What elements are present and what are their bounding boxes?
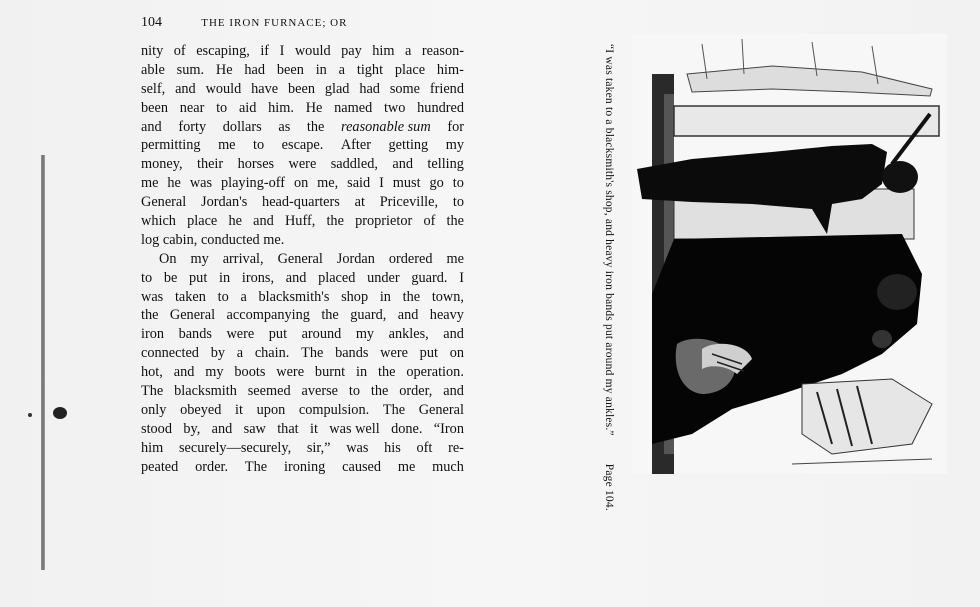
word: was	[189, 175, 213, 192]
word: my	[445, 137, 464, 154]
word: been	[288, 80, 315, 97]
word: it	[310, 420, 318, 437]
word: peated	[141, 458, 179, 475]
word: seemed	[247, 383, 291, 400]
word: playing-off	[220, 175, 286, 192]
word: him.	[268, 99, 294, 116]
word: General	[141, 194, 187, 211]
text-line	[141, 401, 464, 420]
word: re-	[448, 439, 464, 456]
word: done.	[391, 420, 423, 437]
word: him-	[436, 61, 464, 78]
word: pay	[341, 43, 362, 59]
word: placed	[318, 269, 356, 286]
text-line	[141, 99, 464, 118]
word: irons,	[241, 269, 275, 286]
word: horses	[237, 156, 275, 173]
binding-gutter	[41, 155, 45, 570]
word: was	[346, 439, 369, 456]
word: were	[288, 156, 317, 173]
word: accompanying	[226, 307, 310, 324]
text-line	[141, 382, 464, 401]
word: and	[211, 420, 233, 437]
word: ironing	[283, 458, 326, 475]
word: he	[167, 175, 181, 192]
word: upon	[256, 401, 286, 418]
word: under	[367, 269, 400, 286]
word: order,	[399, 383, 433, 400]
word: it	[235, 401, 243, 418]
word: oft	[416, 439, 433, 456]
word: “Iron	[433, 420, 464, 437]
word: iron	[141, 326, 165, 343]
word: saddled,	[330, 156, 378, 173]
word: had	[244, 61, 266, 78]
word: the	[446, 213, 464, 230]
word: and	[397, 307, 419, 324]
word: a	[236, 345, 244, 362]
word: me	[397, 458, 416, 475]
word: me	[446, 250, 464, 267]
word: to	[141, 269, 153, 286]
word: a	[240, 288, 247, 305]
word: him	[372, 43, 395, 59]
word: General	[418, 401, 464, 418]
word: arrival,	[222, 250, 264, 267]
word: bands	[335, 345, 369, 362]
word: my	[205, 364, 224, 381]
word: Jordan	[336, 250, 375, 267]
word: in	[355, 364, 368, 381]
word: put	[268, 326, 288, 343]
word: He	[305, 99, 323, 116]
word: telling	[427, 156, 464, 173]
word: in	[219, 269, 231, 286]
text-line	[141, 136, 464, 155]
word: sir,”	[306, 439, 331, 456]
word: me	[141, 175, 159, 192]
word: my	[355, 326, 375, 343]
word: would	[205, 80, 242, 97]
word: of	[173, 43, 186, 59]
word: getting	[388, 137, 429, 154]
word: hot,	[141, 364, 163, 381]
word: aid	[238, 99, 257, 116]
word: He	[215, 61, 233, 78]
word: the	[402, 288, 421, 305]
word: were	[226, 326, 255, 343]
word: tight	[356, 61, 384, 78]
word: to	[452, 194, 464, 211]
word: he	[228, 213, 242, 230]
word: compulsion.	[298, 401, 370, 418]
word: boots	[234, 364, 266, 381]
word: nity	[141, 43, 164, 59]
word: place	[394, 61, 426, 78]
word: the	[326, 213, 344, 230]
word: near	[179, 99, 205, 116]
word: a	[405, 43, 412, 59]
blacksmith-illustration	[632, 34, 947, 474]
word: and	[141, 118, 162, 135]
word: ankles,	[388, 326, 429, 343]
text-line	[141, 458, 464, 477]
word: reason-	[421, 43, 464, 59]
caption-page-ref: Page 104.	[603, 463, 615, 511]
word: hundred	[417, 99, 464, 116]
word: the	[377, 364, 396, 381]
text-line	[141, 80, 464, 99]
word: obeyed	[180, 401, 222, 418]
word: put	[189, 269, 208, 286]
word: The	[382, 401, 406, 418]
word: dollars	[222, 118, 262, 135]
word: the	[306, 118, 325, 135]
word: to	[253, 137, 265, 154]
word: their	[196, 156, 224, 173]
word: Huff,	[284, 213, 316, 230]
word: and	[175, 80, 196, 97]
word: permitting	[141, 137, 201, 154]
word: blacksmith's	[258, 288, 330, 305]
word: connected	[141, 345, 199, 362]
word: blacksmith	[174, 383, 237, 400]
word: able	[141, 61, 165, 78]
word: heavy	[429, 307, 464, 324]
word: said	[347, 175, 371, 192]
word: which	[141, 213, 176, 230]
word: escape.	[281, 137, 324, 154]
text-line	[141, 250, 464, 269]
word: at	[354, 194, 365, 211]
word: After	[340, 137, 371, 154]
text-line	[141, 118, 464, 137]
word: as	[278, 118, 291, 135]
word: money,	[141, 156, 183, 173]
word: I	[279, 43, 285, 59]
word: was well	[329, 420, 380, 437]
word: saw	[243, 420, 266, 437]
text-line	[141, 306, 464, 325]
word: by	[210, 345, 225, 362]
word: place	[187, 213, 218, 230]
word: I	[459, 269, 464, 286]
text-line	[141, 363, 464, 382]
word: and	[285, 269, 307, 286]
word: securely—securely,	[178, 439, 292, 456]
word: me,	[317, 175, 339, 192]
word: and	[443, 326, 464, 343]
word: order.	[195, 458, 229, 475]
text-line	[141, 439, 464, 458]
running-head: THE IRON FURNACE; OR	[201, 17, 348, 29]
word: The	[301, 345, 324, 362]
text-line	[141, 193, 464, 212]
word: Priceville,	[379, 194, 439, 211]
word: shop	[341, 288, 369, 305]
word: and	[443, 383, 464, 400]
word: that	[277, 420, 299, 437]
word: around	[301, 326, 342, 343]
word: guard.	[411, 269, 448, 286]
word: the	[370, 383, 389, 400]
word: General	[169, 307, 216, 324]
word: On	[159, 250, 177, 267]
word: I	[379, 175, 384, 192]
word: for	[447, 118, 464, 135]
word: guard,	[350, 307, 387, 324]
text-line	[141, 325, 464, 344]
illustration-caption	[603, 44, 623, 511]
word: named	[334, 99, 373, 116]
text-line	[141, 212, 464, 231]
caption-text: “I was taken to a blacksmith's shop, and heavy iron bands put around my ankles.”	[603, 44, 615, 436]
word: my	[190, 250, 209, 267]
word: averse	[301, 383, 338, 400]
text-line	[141, 61, 464, 80]
word: taken	[174, 288, 206, 305]
word: on	[293, 175, 309, 192]
word: General	[277, 250, 323, 267]
word: Jordan's	[201, 194, 248, 211]
text-line	[141, 42, 464, 61]
ink-dot	[28, 413, 32, 417]
text-line	[141, 269, 464, 288]
word: proprietor	[355, 213, 413, 230]
word: in	[315, 61, 327, 78]
word: in	[379, 288, 391, 305]
text-line	[141, 155, 464, 174]
word: burnt	[314, 364, 346, 381]
word: on	[449, 345, 464, 362]
word: bands	[178, 326, 212, 343]
word: stood	[141, 420, 172, 437]
word: only	[141, 401, 167, 418]
word: and	[173, 364, 195, 381]
word: be	[163, 269, 178, 286]
word: reasonable sum	[341, 118, 431, 135]
word: town,	[431, 288, 464, 305]
body-text	[141, 42, 464, 476]
word: two	[383, 99, 406, 116]
word: had	[359, 80, 380, 97]
word: self,	[141, 80, 166, 97]
word: were	[276, 364, 305, 381]
word: to	[348, 383, 360, 400]
word: must	[392, 175, 421, 192]
word: and	[392, 156, 414, 173]
word: have	[251, 80, 279, 97]
word: put	[419, 345, 438, 362]
word: to	[217, 288, 229, 305]
word: head-quarters	[262, 194, 340, 211]
word: if	[260, 43, 270, 59]
page-header	[141, 14, 471, 31]
ink-blot	[53, 407, 67, 419]
word: the	[321, 307, 339, 324]
word: me	[218, 137, 236, 154]
word: the	[141, 307, 159, 324]
word: glad	[324, 80, 350, 97]
text-line	[141, 420, 464, 439]
word: was	[141, 288, 164, 305]
text-line	[141, 344, 464, 363]
word: by,	[183, 420, 201, 437]
word: friend	[429, 80, 464, 97]
word: sum.	[176, 61, 205, 78]
text-line	[141, 288, 464, 307]
word: some	[389, 80, 420, 97]
word: forty	[178, 118, 207, 135]
text-line	[141, 174, 464, 193]
page-number: 104	[141, 15, 162, 30]
word: him	[141, 439, 164, 456]
word: been	[141, 99, 168, 116]
word: The	[141, 383, 164, 400]
word: and	[253, 213, 274, 230]
word: would	[294, 43, 331, 59]
text-line	[141, 231, 464, 250]
word: The	[244, 458, 268, 475]
word: a	[338, 61, 346, 78]
word: much	[432, 458, 464, 475]
word: operation.	[406, 364, 464, 381]
word: go	[429, 175, 444, 192]
word: of	[423, 213, 436, 230]
word: were	[380, 345, 408, 362]
word: to	[216, 99, 228, 116]
word: caused	[342, 458, 382, 475]
word: escaping,	[196, 43, 250, 59]
word: to	[452, 175, 464, 192]
word: ordered	[388, 250, 433, 267]
word: log cabin, conducted me.	[141, 231, 285, 248]
word: chain.	[254, 345, 290, 362]
word: his	[384, 439, 401, 456]
word: been	[276, 61, 304, 78]
